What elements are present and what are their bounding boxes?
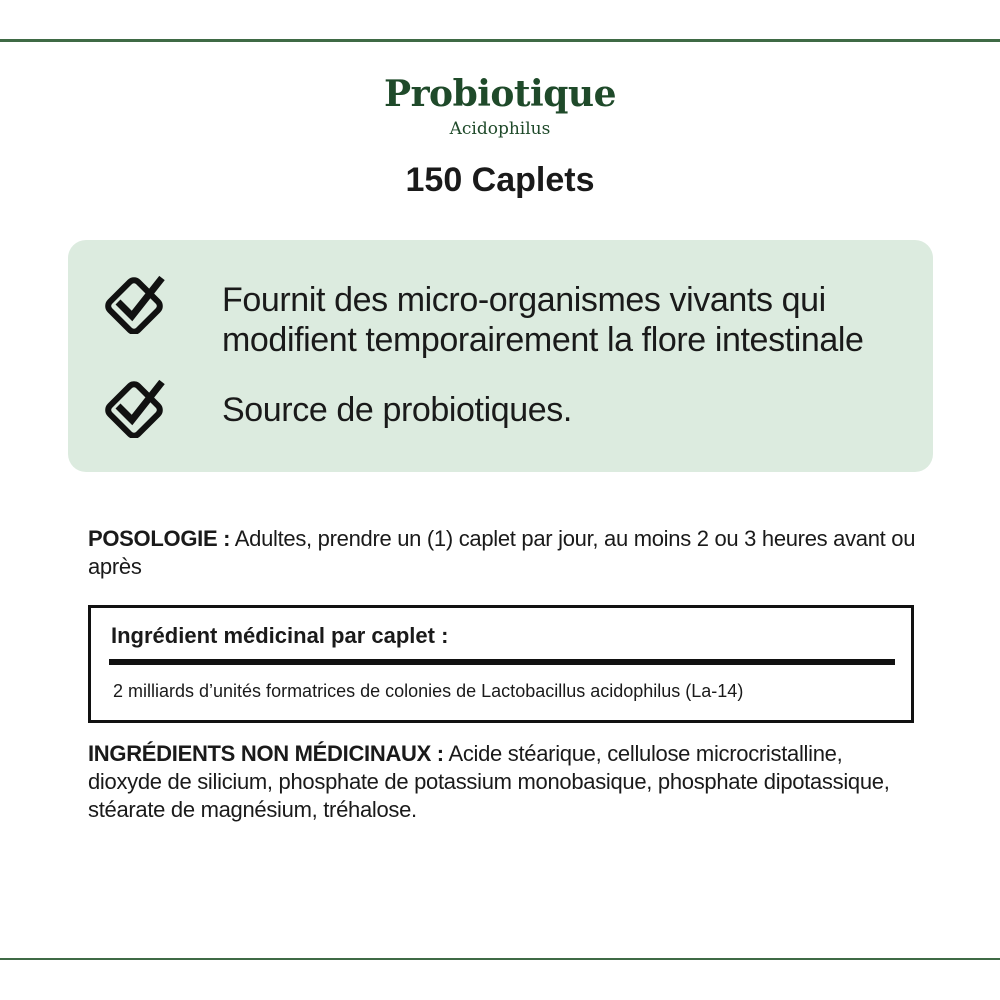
non-medicinal-label: INGRÉDIENTS NON MÉDICINAUX : <box>88 741 444 766</box>
product-count: 150 Caplets <box>405 161 595 199</box>
benefit-text <box>222 390 572 430</box>
dosage-label: POSOLOGIE : <box>88 526 231 551</box>
benefit-line: modifient temporairement la flore intestinale <box>222 321 864 359</box>
product-variant: Acidophilus <box>449 119 551 139</box>
dosage-section <box>88 525 918 581</box>
dosage-text: Adultes, prendre un (1) caplet par jour, au moins 2 ou 3 heures avant ou après <box>88 526 916 579</box>
medicinal-divider <box>109 659 895 665</box>
non-medicinal-section <box>88 740 918 824</box>
benefit-text <box>222 280 864 360</box>
bottom-divider <box>0 958 1000 960</box>
check-badge-icon <box>104 376 168 438</box>
benefit-line: Source de probiotiques. <box>222 391 572 429</box>
check-badge-icon <box>104 272 168 334</box>
medicinal-value: 2 milliards d’unités formatrices de colonies de Lactobacillus acidophilus (La-14) <box>113 681 744 701</box>
product-name: Probiotique <box>384 73 616 115</box>
top-divider <box>0 39 1000 42</box>
benefits-panel <box>68 240 933 472</box>
non-medicinal-text: Acide stéarique, cellulose microcristalline, dioxyde de silicium, phosphate de potassium monobasique, phosphate dipotassique, stéarate de magnésium, tréhalose. <box>88 741 890 822</box>
benefit-line: Fournit des micro-organismes vivants qui <box>222 281 826 319</box>
medicinal-heading: Ingrédient médicinal par caplet : <box>111 623 449 648</box>
medicinal-ingredient-box <box>88 605 914 723</box>
